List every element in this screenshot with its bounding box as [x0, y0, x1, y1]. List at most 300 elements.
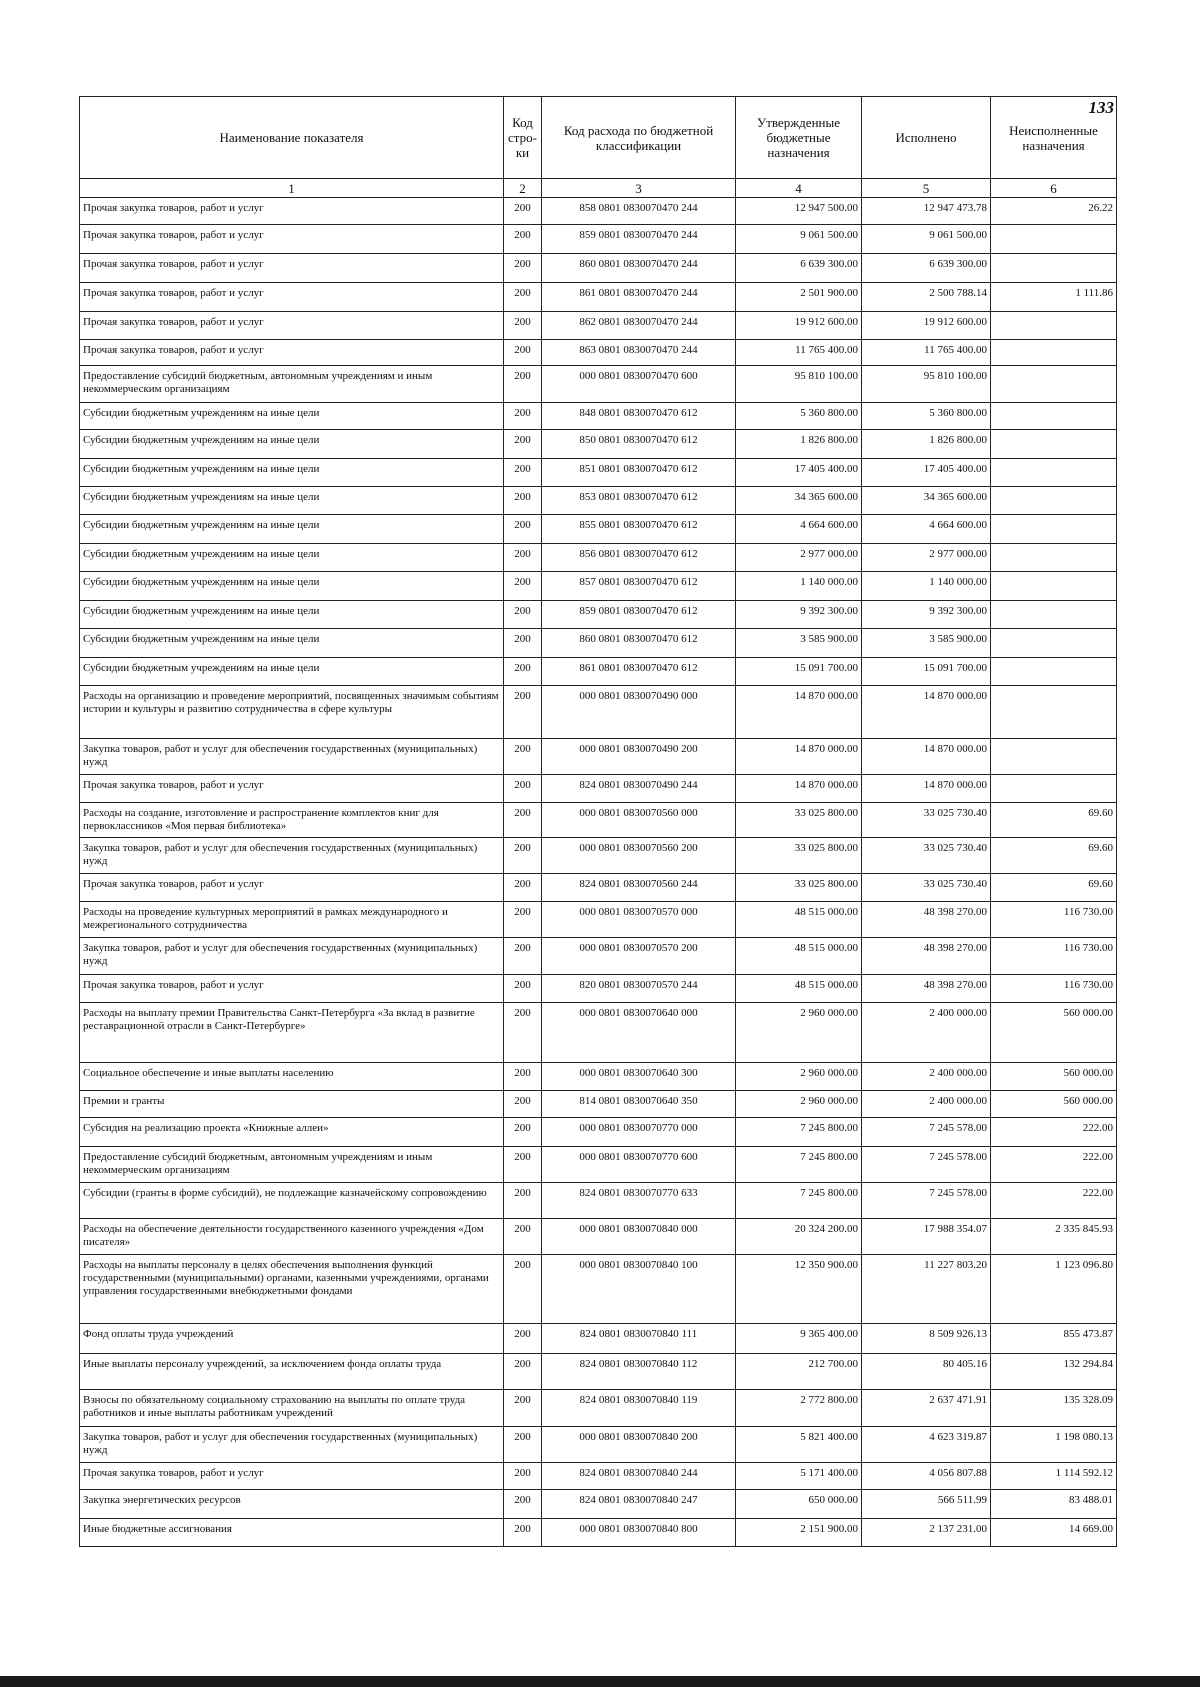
row-executed-cell: 2 400 000.00: [862, 1003, 991, 1063]
row-name-cell: Субсидии бюджетным учреждениям на иные цели: [80, 572, 504, 601]
header-expense-code: Код расхода по бюджетной классификации: [542, 97, 736, 179]
row-name-cell: Премии и гранты: [80, 1091, 504, 1118]
row-executed-cell: 33 025 730.40: [862, 838, 991, 874]
table-row: [80, 544, 1117, 572]
row-expense-code-cell: 000 0801 0830070470 600: [542, 366, 736, 403]
row-name-cell: Предоставление субсидий бюджетным, автономным учреждениям и иным некоммерческим организациям: [80, 1147, 504, 1183]
row-executed-cell: 95 810 100.00: [862, 366, 991, 403]
row-executed-cell: 1 826 800.00: [862, 430, 991, 459]
row-expense-code-cell: 863 0801 0830070470 244: [542, 340, 736, 366]
row-executed-cell: 80 405.16: [862, 1354, 991, 1390]
table-row: [80, 340, 1117, 366]
table-row: [80, 658, 1117, 686]
row-name-cell: Расходы на обеспечение деятельности государственного казенного учреждения «Дом писателя»: [80, 1219, 504, 1255]
row-name-cell: Расходы на выплаты персоналу в целях обеспечения выполнения функций государственными (муниципальными) органами, казенными учреждениями, органами управления государственными внебюджетными фондами: [80, 1255, 504, 1324]
column-number: 5: [862, 179, 991, 198]
row-unexecuted-cell: 69.60: [991, 874, 1117, 902]
row-line-code-cell: 200: [504, 1255, 542, 1324]
row-line-code-cell: 200: [504, 198, 542, 225]
row-executed-cell: 2 400 000.00: [862, 1091, 991, 1118]
table-row: [80, 1219, 1117, 1255]
row-executed-cell: 14 870 000.00: [862, 739, 991, 775]
row-line-code-cell: 200: [504, 1490, 542, 1519]
row-unexecuted-cell: [991, 739, 1117, 775]
row-name-cell: Закупка товаров, работ и услуг для обеспечения государственных (муниципальных) нужд: [80, 938, 504, 975]
row-unexecuted-cell: 132 294.84: [991, 1354, 1117, 1390]
table-row: [80, 254, 1117, 283]
row-unexecuted-cell: [991, 403, 1117, 430]
row-unexecuted-cell: 14 669.00: [991, 1519, 1117, 1547]
row-unexecuted-cell: 69.60: [991, 838, 1117, 874]
row-executed-cell: 15 091 700.00: [862, 658, 991, 686]
row-executed-cell: 11 227 803.20: [862, 1255, 991, 1324]
table-row: [80, 1463, 1117, 1490]
row-name-cell: Иные бюджетные ассигнования: [80, 1519, 504, 1547]
header-executed: Исполнено: [862, 97, 991, 179]
row-executed-cell: 9 392 300.00: [862, 601, 991, 629]
row-unexecuted-cell: 135 328.09: [991, 1390, 1117, 1427]
row-expense-code-cell: 000 0801 0830070770 600: [542, 1147, 736, 1183]
row-unexecuted-cell: 855 473.87: [991, 1324, 1117, 1354]
budget-execution-table: [79, 96, 1117, 1547]
column-number: 3: [542, 179, 736, 198]
row-line-code-cell: 200: [504, 975, 542, 1003]
row-name-cell: Расходы на выплату премии Правительства Санкт-Петербурга «За вклад в развитие реставрационной отрасли в Санкт-Петербурге»: [80, 1003, 504, 1063]
row-executed-cell: 14 870 000.00: [862, 686, 991, 739]
row-approved-cell: 7 245 800.00: [736, 1183, 862, 1219]
row-expense-code-cell: 857 0801 0830070470 612: [542, 572, 736, 601]
row-approved-cell: 212 700.00: [736, 1354, 862, 1390]
row-executed-cell: 17 988 354.07: [862, 1219, 991, 1255]
row-line-code-cell: 200: [504, 1427, 542, 1463]
row-name-cell: Прочая закупка товаров, работ и услуг: [80, 340, 504, 366]
row-unexecuted-cell: [991, 775, 1117, 803]
row-name-cell: Закупка энергетических ресурсов: [80, 1490, 504, 1519]
row-unexecuted-cell: [991, 459, 1117, 487]
table-body: [80, 198, 1117, 1547]
table-row: [80, 803, 1117, 838]
header-unexecuted: Неисполненные назначения: [991, 97, 1117, 179]
table-row: [80, 1390, 1117, 1427]
column-number: 2: [504, 179, 542, 198]
row-name-cell: Субсидии бюджетным учреждениям на иные цели: [80, 459, 504, 487]
row-unexecuted-cell: 222.00: [991, 1147, 1117, 1183]
row-executed-cell: 48 398 270.00: [862, 938, 991, 975]
table-row: [80, 515, 1117, 544]
row-expense-code-cell: 850 0801 0830070470 612: [542, 430, 736, 459]
row-name-cell: Субсидии бюджетным учреждениям на иные цели: [80, 515, 504, 544]
row-unexecuted-cell: [991, 629, 1117, 658]
row-line-code-cell: 200: [504, 1147, 542, 1183]
row-name-cell: Расходы на организацию и проведение мероприятий, посвященных значимым событиям истории и культуры и развитию сотрудничества в сфере культуры: [80, 686, 504, 739]
row-approved-cell: 9 392 300.00: [736, 601, 862, 629]
row-executed-cell: 1 140 000.00: [862, 572, 991, 601]
row-line-code-cell: 200: [504, 686, 542, 739]
table-row: [80, 312, 1117, 340]
row-approved-cell: 4 664 600.00: [736, 515, 862, 544]
row-expense-code-cell: 859 0801 0830070470 244: [542, 225, 736, 254]
row-expense-code-cell: 814 0801 0830070640 350: [542, 1091, 736, 1118]
table-row: [80, 775, 1117, 803]
row-executed-cell: 11 765 400.00: [862, 340, 991, 366]
row-unexecuted-cell: 560 000.00: [991, 1091, 1117, 1118]
row-expense-code-cell: 824 0801 0830070560 244: [542, 874, 736, 902]
row-name-cell: Прочая закупка товаров, работ и услуг: [80, 283, 504, 312]
header-name: Наименование показателя: [80, 97, 504, 179]
row-name-cell: Субсидии бюджетным учреждениям на иные цели: [80, 658, 504, 686]
row-unexecuted-cell: 1 198 080.13: [991, 1427, 1117, 1463]
row-unexecuted-cell: [991, 601, 1117, 629]
row-approved-cell: 7 245 800.00: [736, 1147, 862, 1183]
row-expense-code-cell: 853 0801 0830070470 612: [542, 487, 736, 515]
row-executed-cell: 33 025 730.40: [862, 803, 991, 838]
row-unexecuted-cell: [991, 312, 1117, 340]
row-approved-cell: 95 810 100.00: [736, 366, 862, 403]
column-number: 1: [80, 179, 504, 198]
row-approved-cell: 48 515 000.00: [736, 975, 862, 1003]
row-expense-code-cell: 000 0801 0830070840 000: [542, 1219, 736, 1255]
row-approved-cell: 2 960 000.00: [736, 1091, 862, 1118]
row-expense-code-cell: 820 0801 0830070570 244: [542, 975, 736, 1003]
row-unexecuted-cell: [991, 686, 1117, 739]
column-number: 4: [736, 179, 862, 198]
row-line-code-cell: 200: [504, 838, 542, 874]
row-approved-cell: 7 245 800.00: [736, 1118, 862, 1147]
row-executed-cell: 7 245 578.00: [862, 1118, 991, 1147]
row-executed-cell: 7 245 578.00: [862, 1147, 991, 1183]
row-executed-cell: 4 664 600.00: [862, 515, 991, 544]
row-expense-code-cell: 856 0801 0830070470 612: [542, 544, 736, 572]
table-row: [80, 1063, 1117, 1091]
row-approved-cell: 6 639 300.00: [736, 254, 862, 283]
row-approved-cell: 2 501 900.00: [736, 283, 862, 312]
row-expense-code-cell: 860 0801 0830070470 612: [542, 629, 736, 658]
row-executed-cell: 7 245 578.00: [862, 1183, 991, 1219]
row-unexecuted-cell: 69.60: [991, 803, 1117, 838]
row-line-code-cell: 200: [504, 1003, 542, 1063]
row-line-code-cell: 200: [504, 1354, 542, 1390]
row-executed-cell: 9 061 500.00: [862, 225, 991, 254]
table-row: [80, 1324, 1117, 1354]
row-approved-cell: 9 061 500.00: [736, 225, 862, 254]
row-line-code-cell: 200: [504, 572, 542, 601]
row-name-cell: Субсидии бюджетным учреждениям на иные цели: [80, 487, 504, 515]
row-executed-cell: 48 398 270.00: [862, 975, 991, 1003]
row-approved-cell: 1 826 800.00: [736, 430, 862, 459]
row-approved-cell: 5 360 800.00: [736, 403, 862, 430]
row-approved-cell: 12 947 500.00: [736, 198, 862, 225]
row-executed-cell: 34 365 600.00: [862, 487, 991, 515]
table-header-row: [80, 97, 1117, 179]
row-name-cell: Закупка товаров, работ и услуг для обеспечения государственных (муниципальных) нужд: [80, 838, 504, 874]
row-expense-code-cell: 000 0801 0830070840 200: [542, 1427, 736, 1463]
table-row: [80, 198, 1117, 225]
row-line-code-cell: 200: [504, 629, 542, 658]
row-approved-cell: 20 324 200.00: [736, 1219, 862, 1255]
table-row: [80, 1003, 1117, 1063]
row-unexecuted-cell: [991, 487, 1117, 515]
header-line-code: Код стро-ки: [504, 97, 542, 179]
row-name-cell: Субсидии бюджетным учреждениям на иные цели: [80, 430, 504, 459]
row-unexecuted-cell: 26.22: [991, 198, 1117, 225]
table-row: [80, 403, 1117, 430]
table-row: [80, 601, 1117, 629]
row-expense-code-cell: 000 0801 0830070560 200: [542, 838, 736, 874]
row-executed-cell: 2 637 471.91: [862, 1390, 991, 1427]
row-line-code-cell: 200: [504, 902, 542, 938]
row-line-code-cell: 200: [504, 775, 542, 803]
row-expense-code-cell: 000 0801 0830070560 000: [542, 803, 736, 838]
row-unexecuted-cell: [991, 544, 1117, 572]
row-approved-cell: 14 870 000.00: [736, 739, 862, 775]
row-name-cell: Закупка товаров, работ и услуг для обеспечения государственных (муниципальных) нужд: [80, 1427, 504, 1463]
row-expense-code-cell: 855 0801 0830070470 612: [542, 515, 736, 544]
table-row: [80, 629, 1117, 658]
table-row: [80, 1255, 1117, 1324]
row-unexecuted-cell: [991, 572, 1117, 601]
table-row: [80, 283, 1117, 312]
table-row: [80, 838, 1117, 874]
row-unexecuted-cell: [991, 515, 1117, 544]
row-executed-cell: 33 025 730.40: [862, 874, 991, 902]
row-unexecuted-cell: [991, 225, 1117, 254]
row-unexecuted-cell: 560 000.00: [991, 1063, 1117, 1091]
row-line-code-cell: 200: [504, 459, 542, 487]
row-approved-cell: 1 140 000.00: [736, 572, 862, 601]
table-row: [80, 430, 1117, 459]
row-executed-cell: 2 137 231.00: [862, 1519, 991, 1547]
row-unexecuted-cell: 116 730.00: [991, 975, 1117, 1003]
row-expense-code-cell: 000 0801 0830070840 800: [542, 1519, 736, 1547]
row-line-code-cell: 200: [504, 1519, 542, 1547]
table-row: [80, 1147, 1117, 1183]
row-unexecuted-cell: 560 000.00: [991, 1003, 1117, 1063]
row-expense-code-cell: 824 0801 0830070840 244: [542, 1463, 736, 1490]
row-line-code-cell: 200: [504, 312, 542, 340]
row-expense-code-cell: 848 0801 0830070470 612: [542, 403, 736, 430]
table-row: [80, 487, 1117, 515]
row-line-code-cell: 200: [504, 366, 542, 403]
row-executed-cell: 17 405 400.00: [862, 459, 991, 487]
row-executed-cell: 2 500 788.14: [862, 283, 991, 312]
table-row: [80, 1490, 1117, 1519]
row-approved-cell: 34 365 600.00: [736, 487, 862, 515]
table-row: [80, 1183, 1117, 1219]
row-name-cell: Субсидии бюджетным учреждениям на иные цели: [80, 629, 504, 658]
row-name-cell: Фонд оплаты труда учреждений: [80, 1324, 504, 1354]
row-line-code-cell: 200: [504, 283, 542, 312]
row-name-cell: Прочая закупка товаров, работ и услуг: [80, 254, 504, 283]
table-row: [80, 739, 1117, 775]
row-name-cell: Прочая закупка товаров, работ и услуг: [80, 975, 504, 1003]
row-unexecuted-cell: 1 114 592.12: [991, 1463, 1117, 1490]
row-approved-cell: 14 870 000.00: [736, 775, 862, 803]
row-name-cell: Прочая закупка товаров, работ и услуг: [80, 225, 504, 254]
table-row: [80, 459, 1117, 487]
row-approved-cell: 14 870 000.00: [736, 686, 862, 739]
row-executed-cell: 566 511.99: [862, 1490, 991, 1519]
row-executed-cell: 2 400 000.00: [862, 1063, 991, 1091]
table-row: [80, 1354, 1117, 1390]
row-approved-cell: 650 000.00: [736, 1490, 862, 1519]
row-line-code-cell: 200: [504, 1219, 542, 1255]
row-unexecuted-cell: 222.00: [991, 1183, 1117, 1219]
row-executed-cell: 48 398 270.00: [862, 902, 991, 938]
row-executed-cell: 4 056 807.88: [862, 1463, 991, 1490]
row-name-cell: Иные выплаты персоналу учреждений, за исключением фонда оплаты труда: [80, 1354, 504, 1390]
row-unexecuted-cell: [991, 658, 1117, 686]
row-approved-cell: 2 960 000.00: [736, 1063, 862, 1091]
page-number: 133: [1088, 98, 1114, 117]
row-approved-cell: 2 977 000.00: [736, 544, 862, 572]
row-expense-code-cell: 824 0801 0830070840 247: [542, 1490, 736, 1519]
row-executed-cell: 4 623 319.87: [862, 1427, 991, 1463]
row-expense-code-cell: 824 0801 0830070840 111: [542, 1324, 736, 1354]
table-row: [80, 1427, 1117, 1463]
row-line-code-cell: 200: [504, 1063, 542, 1091]
table-row: [80, 975, 1117, 1003]
row-executed-cell: 14 870 000.00: [862, 775, 991, 803]
row-approved-cell: 11 765 400.00: [736, 340, 862, 366]
row-line-code-cell: 200: [504, 658, 542, 686]
row-line-code-cell: 200: [504, 1183, 542, 1219]
row-expense-code-cell: 000 0801 0830070640 300: [542, 1063, 736, 1091]
row-unexecuted-cell: [991, 254, 1117, 283]
row-unexecuted-cell: [991, 430, 1117, 459]
row-expense-code-cell: 000 0801 0830070840 100: [542, 1255, 736, 1324]
row-approved-cell: 33 025 800.00: [736, 803, 862, 838]
row-approved-cell: 48 515 000.00: [736, 938, 862, 975]
row-line-code-cell: 200: [504, 1463, 542, 1490]
row-unexecuted-cell: 116 730.00: [991, 902, 1117, 938]
row-name-cell: Взносы по обязательному социальному страхованию на выплаты по оплате труда работников и иные выплаты работникам учреждений: [80, 1390, 504, 1427]
row-approved-cell: 19 912 600.00: [736, 312, 862, 340]
row-expense-code-cell: 861 0801 0830070470 244: [542, 283, 736, 312]
row-expense-code-cell: 000 0801 0830070570 200: [542, 938, 736, 975]
row-name-cell: Расходы на проведение культурных мероприятий в рамках международного и межрегионального сотрудничества: [80, 902, 504, 938]
table-row: [80, 874, 1117, 902]
row-unexecuted-cell: 1 123 096.80: [991, 1255, 1117, 1324]
row-approved-cell: 17 405 400.00: [736, 459, 862, 487]
row-line-code-cell: 200: [504, 1118, 542, 1147]
row-unexecuted-cell: 1 111.86: [991, 283, 1117, 312]
row-approved-cell: 48 515 000.00: [736, 902, 862, 938]
row-expense-code-cell: 824 0801 0830070840 119: [542, 1390, 736, 1427]
row-expense-code-cell: 000 0801 0830070490 000: [542, 686, 736, 739]
row-unexecuted-cell: 116 730.00: [991, 938, 1117, 975]
row-approved-cell: 12 350 900.00: [736, 1255, 862, 1324]
row-executed-cell: 12 947 473.78: [862, 198, 991, 225]
row-name-cell: Субсидии (гранты в форме субсидий), не подлежащие казначейскому сопровождению: [80, 1183, 504, 1219]
row-name-cell: Закупка товаров, работ и услуг для обеспечения государственных (муниципальных) нужд: [80, 739, 504, 775]
row-unexecuted-cell: 222.00: [991, 1118, 1117, 1147]
row-approved-cell: 2 151 900.00: [736, 1519, 862, 1547]
row-executed-cell: 8 509 926.13: [862, 1324, 991, 1354]
row-approved-cell: 5 171 400.00: [736, 1463, 862, 1490]
table-row: [80, 902, 1117, 938]
row-approved-cell: 2 772 800.00: [736, 1390, 862, 1427]
row-line-code-cell: 200: [504, 739, 542, 775]
row-expense-code-cell: 000 0801 0830070490 200: [542, 739, 736, 775]
row-unexecuted-cell: 83 488.01: [991, 1490, 1117, 1519]
row-name-cell: Субсидии бюджетным учреждениям на иные цели: [80, 544, 504, 572]
row-name-cell: Прочая закупка товаров, работ и услуг: [80, 1463, 504, 1490]
row-line-code-cell: 200: [504, 938, 542, 975]
row-approved-cell: 33 025 800.00: [736, 838, 862, 874]
row-name-cell: Субсидия на реализацию проекта «Книжные аллеи»: [80, 1118, 504, 1147]
table-row: [80, 1091, 1117, 1118]
row-approved-cell: 5 821 400.00: [736, 1427, 862, 1463]
row-executed-cell: 6 639 300.00: [862, 254, 991, 283]
row-name-cell: Прочая закупка товаров, работ и услуг: [80, 874, 504, 902]
row-line-code-cell: 200: [504, 340, 542, 366]
row-line-code-cell: 200: [504, 487, 542, 515]
row-line-code-cell: 200: [504, 544, 542, 572]
row-line-code-cell: 200: [504, 1091, 542, 1118]
row-line-code-cell: 200: [504, 1324, 542, 1354]
row-line-code-cell: 200: [504, 403, 542, 430]
row-expense-code-cell: 000 0801 0830070570 000: [542, 902, 736, 938]
row-expense-code-cell: 862 0801 0830070470 244: [542, 312, 736, 340]
header-approved: Утвержденные бюджетные назначения: [736, 97, 862, 179]
row-expense-code-cell: 859 0801 0830070470 612: [542, 601, 736, 629]
table-row: [80, 572, 1117, 601]
table-row: [80, 1519, 1117, 1547]
row-name-cell: Субсидии бюджетным учреждениям на иные цели: [80, 403, 504, 430]
row-expense-code-cell: 860 0801 0830070470 244: [542, 254, 736, 283]
row-line-code-cell: 200: [504, 601, 542, 629]
table-row: [80, 686, 1117, 739]
row-executed-cell: 19 912 600.00: [862, 312, 991, 340]
row-name-cell: Социальное обеспечение и иные выплаты населению: [80, 1063, 504, 1091]
row-name-cell: Прочая закупка товаров, работ и услуг: [80, 312, 504, 340]
row-approved-cell: 33 025 800.00: [736, 874, 862, 902]
table-row: [80, 366, 1117, 403]
row-line-code-cell: 200: [504, 515, 542, 544]
row-line-code-cell: 200: [504, 803, 542, 838]
row-name-cell: Субсидии бюджетным учреждениям на иные цели: [80, 601, 504, 629]
row-approved-cell: 15 091 700.00: [736, 658, 862, 686]
row-unexecuted-cell: 2 335 845.93: [991, 1219, 1117, 1255]
row-unexecuted-cell: [991, 340, 1117, 366]
row-approved-cell: 2 960 000.00: [736, 1003, 862, 1063]
row-expense-code-cell: 858 0801 0830070470 244: [542, 198, 736, 225]
row-unexecuted-cell: [991, 366, 1117, 403]
row-expense-code-cell: 824 0801 0830070490 244: [542, 775, 736, 803]
table-row: [80, 1118, 1117, 1147]
column-number: 6: [991, 179, 1117, 198]
row-executed-cell: 2 977 000.00: [862, 544, 991, 572]
row-expense-code-cell: 824 0801 0830070840 112: [542, 1354, 736, 1390]
row-expense-code-cell: 861 0801 0830070470 612: [542, 658, 736, 686]
row-expense-code-cell: 000 0801 0830070640 000: [542, 1003, 736, 1063]
table-row: [80, 225, 1117, 254]
row-line-code-cell: 200: [504, 430, 542, 459]
row-approved-cell: 9 365 400.00: [736, 1324, 862, 1354]
scan-bottom-edge: [0, 1676, 1200, 1687]
row-name-cell: Предоставление субсидий бюджетным, автономным учреждениям и иным некоммерческим организациям: [80, 366, 504, 403]
row-executed-cell: 3 585 900.00: [862, 629, 991, 658]
row-line-code-cell: 200: [504, 225, 542, 254]
row-name-cell: Расходы на создание, изготовление и распространение комплектов книг для первоклассников «Моя первая библиотека»: [80, 803, 504, 838]
row-line-code-cell: 200: [504, 254, 542, 283]
row-name-cell: Прочая закупка товаров, работ и услуг: [80, 775, 504, 803]
row-line-code-cell: 200: [504, 874, 542, 902]
row-line-code-cell: 200: [504, 1390, 542, 1427]
row-expense-code-cell: 851 0801 0830070470 612: [542, 459, 736, 487]
table-row: [80, 938, 1117, 975]
column-number-row: [80, 179, 1117, 198]
